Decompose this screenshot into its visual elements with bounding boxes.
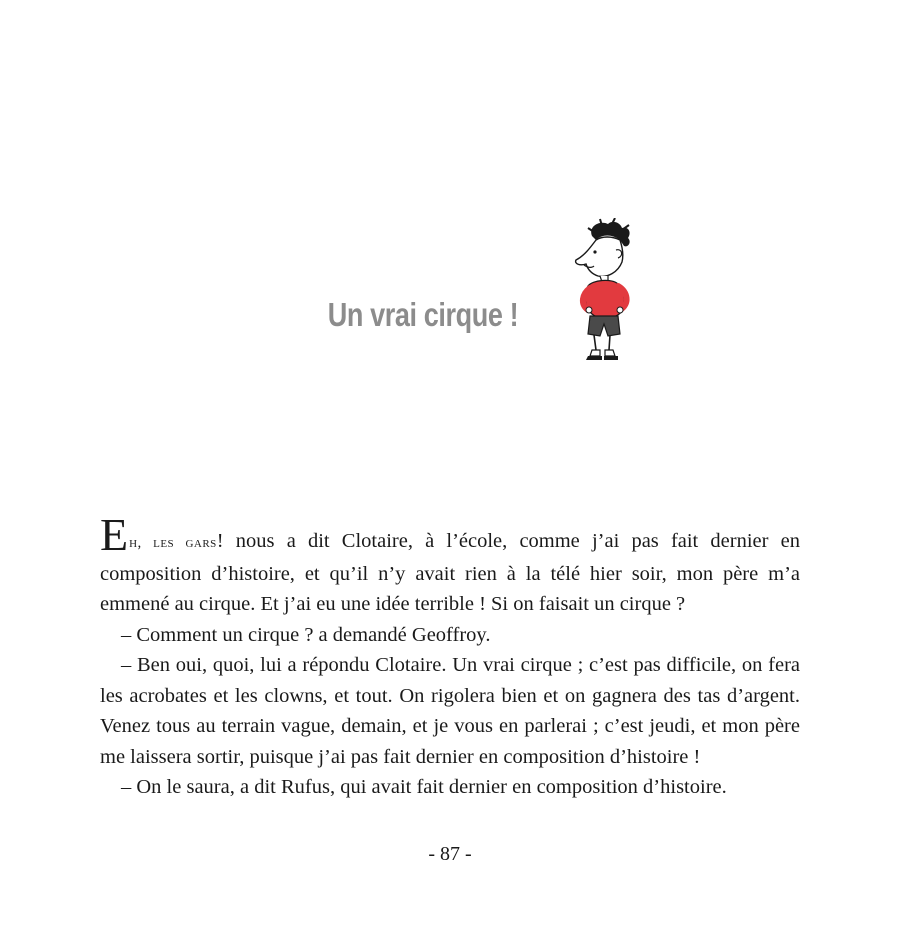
paragraph: – Comment un cirque ? a demandé Geoffroy. [121, 623, 491, 646]
page-number: - 87 - [428, 843, 472, 865]
paragraph [100, 509, 800, 620]
chapter-title: Un vrai cirque ! [327, 296, 519, 333]
chapter-body [100, 509, 800, 803]
paragraph: – On le saura, a dit Rufus, qui avait fait dernier en composition d’histoire. [121, 776, 727, 798]
opening-smallcaps: h, les gars [129, 535, 217, 551]
paragraph-text: ! nous a dit Clotaire, à l’école, comme j’ai pas fait dernier en composition d’histoire, et qu’il n’y avait rien à la télé hier soir, mon père m’a emmené au cirque. Et j’ai eu une idée terrible ! Si on faisait un cirque ? [100, 530, 800, 615]
paragraph: – Ben oui, quoi, lui a répondu Clotaire. Un vrai cirque ; c’est pas difficile, on fera les acrobates et les clowns, et tout. On rigolera bien et on gagnera des tas d’argent. Venez tous au terrain vague, demain, et je vous en parlerai ; c’est jeudi, et mon père me laissera sortir, puisque j’ai pas fait dernier en composition d’histoire ! [100, 654, 800, 768]
drop-cap: E [100, 509, 129, 560]
boy-sketch-icon [562, 218, 642, 363]
